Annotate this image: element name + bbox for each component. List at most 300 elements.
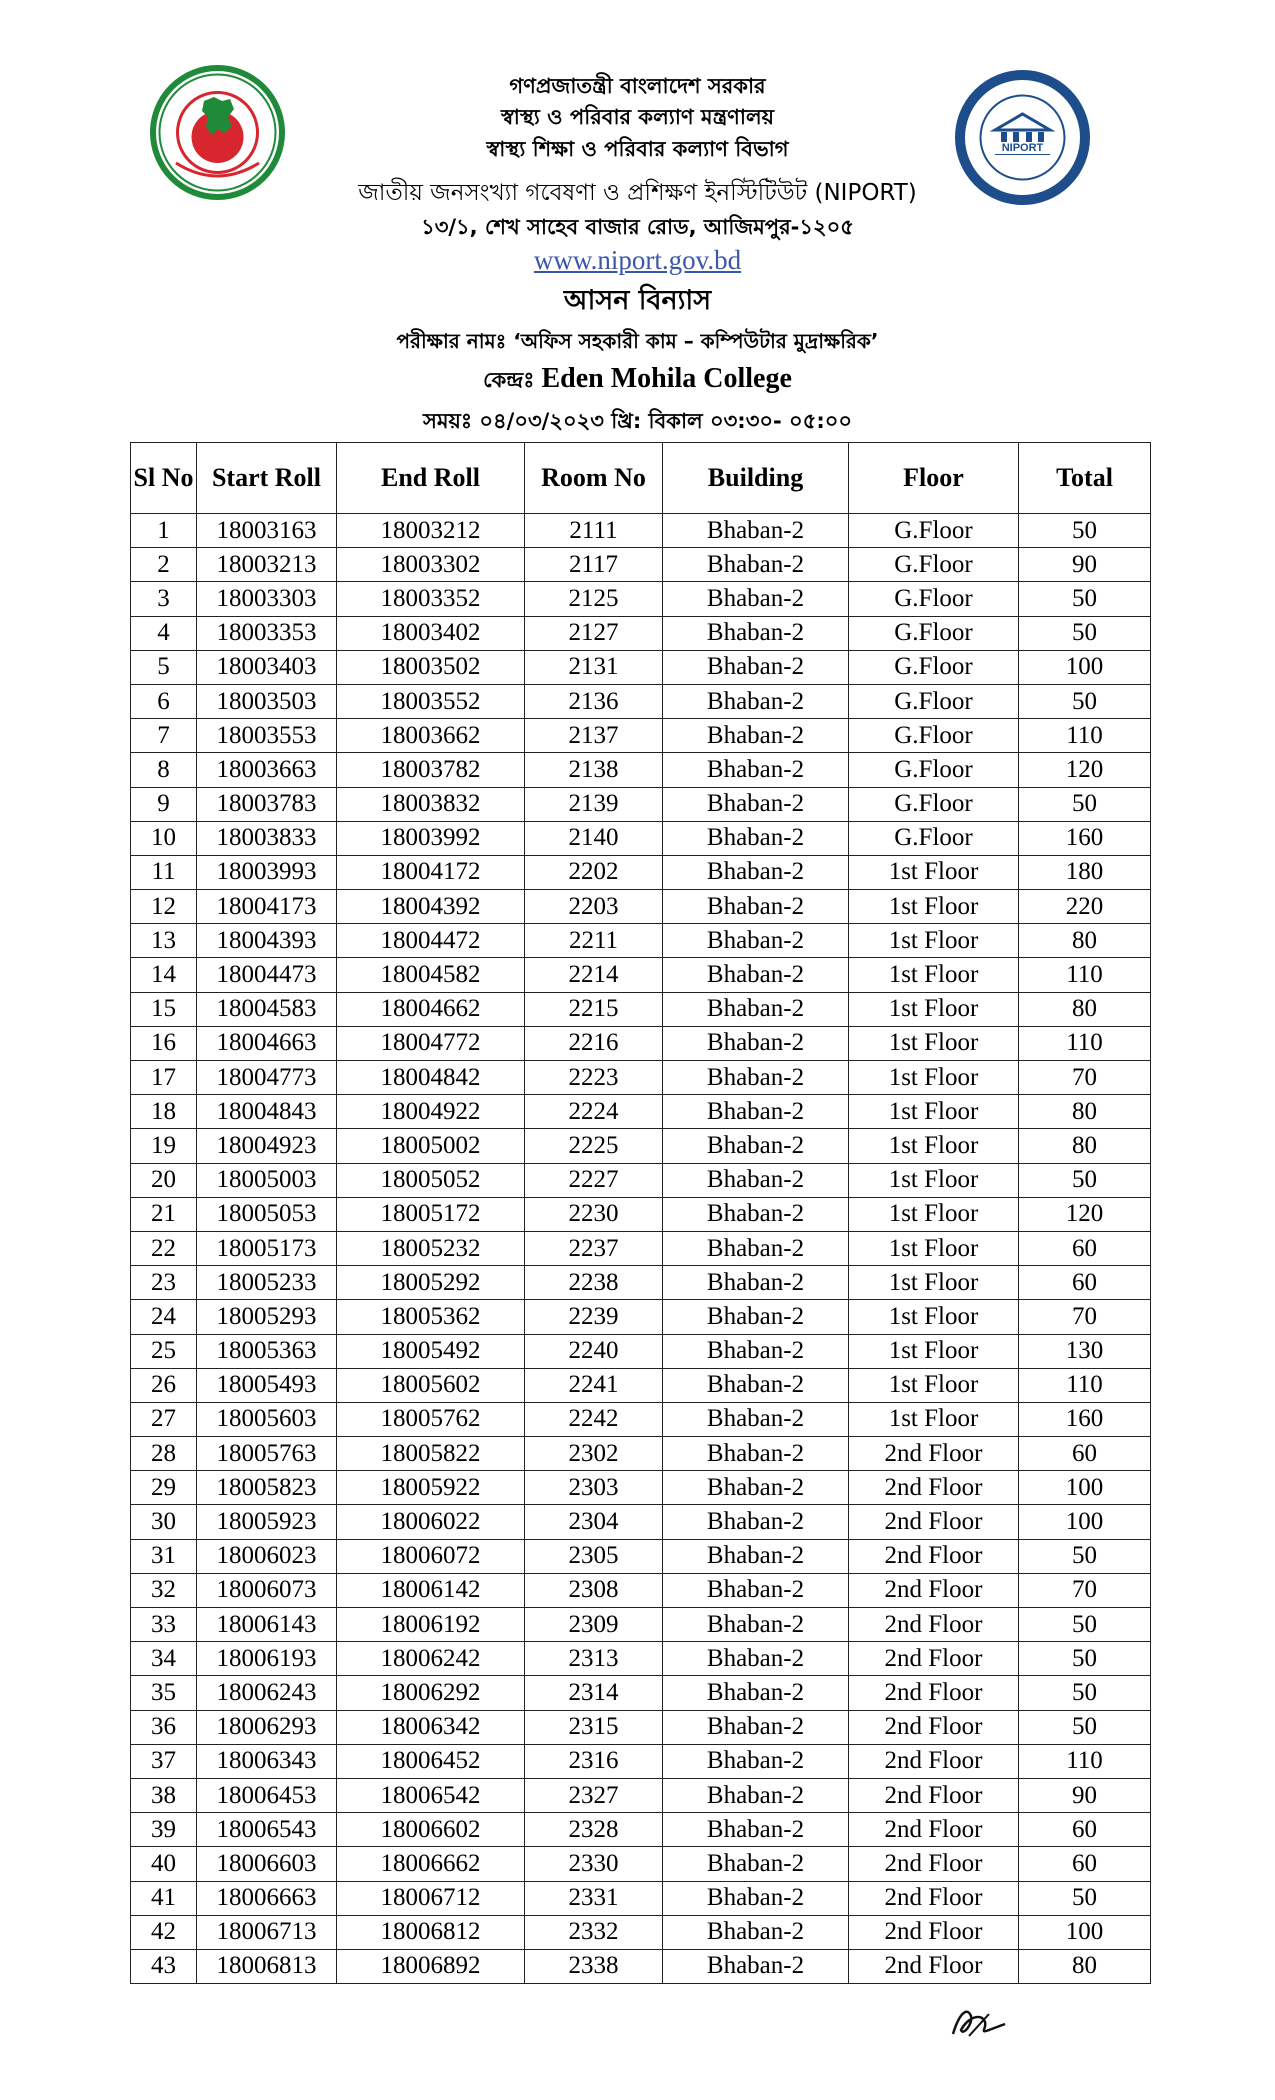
cell-room-no: 2328 [525,1813,663,1847]
table-row [131,1881,1151,1915]
cell-end-roll: 18003302 [337,548,525,582]
cell-end-roll: 18003782 [337,753,525,787]
cell-sl-no: 12 [131,890,197,924]
cell-floor: 2nd Floor [849,1813,1019,1847]
column-header-start-roll: Start Roll [197,443,337,514]
cell-start-roll: 18003353 [197,616,337,650]
cell-total: 110 [1019,1026,1151,1060]
cell-start-roll: 18003993 [197,855,337,889]
cell-building: Bhaban-2 [663,616,849,650]
cell-building: Bhaban-2 [663,1197,849,1231]
cell-sl-no: 19 [131,1129,197,1163]
cell-end-roll: 18005492 [337,1334,525,1368]
table-row [131,582,1151,616]
cell-building: Bhaban-2 [663,753,849,787]
cell-building: Bhaban-2 [663,1163,849,1197]
cell-sl-no: 16 [131,1026,197,1060]
cell-start-roll: 18004843 [197,1095,337,1129]
table-row [131,514,1151,548]
cell-floor: 2nd Floor [849,1505,1019,1539]
cell-sl-no: 28 [131,1437,197,1471]
cell-building: Bhaban-2 [663,1608,849,1642]
cell-floor: 1st Floor [849,992,1019,1026]
cell-sl-no: 18 [131,1095,197,1129]
cell-end-roll: 18004922 [337,1095,525,1129]
cell-building: Bhaban-2 [663,1129,849,1163]
cell-end-roll: 18006292 [337,1676,525,1710]
table-row [131,1676,1151,1710]
cell-end-roll: 18004392 [337,890,525,924]
cell-room-no: 2136 [525,684,663,718]
cell-floor: 1st Floor [849,1300,1019,1334]
cell-end-roll: 18006812 [337,1915,525,1949]
cell-end-roll: 18005822 [337,1437,525,1471]
niport-logo-text: NIPORT [995,142,1050,154]
website-link[interactable]: www.niport.gov.bd [533,245,742,275]
cell-end-roll: 18005002 [337,1129,525,1163]
cell-total: 50 [1019,514,1151,548]
cell-room-no: 2214 [525,958,663,992]
cell-total: 90 [1019,1778,1151,1812]
table-row [131,787,1151,821]
cell-room-no: 2241 [525,1368,663,1402]
cell-start-roll: 18004173 [197,890,337,924]
cell-end-roll: 18003212 [337,514,525,548]
cell-sl-no: 20 [131,1163,197,1197]
cell-start-roll: 18006663 [197,1881,337,1915]
cell-total: 220 [1019,890,1151,924]
cell-building: Bhaban-2 [663,514,849,548]
cell-room-no: 2330 [525,1847,663,1881]
cell-room-no: 2237 [525,1231,663,1265]
cell-room-no: 2313 [525,1642,663,1676]
cell-total: 50 [1019,1163,1151,1197]
cell-room-no: 2223 [525,1061,663,1095]
cell-building: Bhaban-2 [663,1368,849,1402]
cell-total: 180 [1019,855,1151,889]
cell-building: Bhaban-2 [663,1095,849,1129]
cell-start-roll: 18005293 [197,1300,337,1334]
cell-room-no: 2230 [525,1197,663,1231]
cell-start-roll: 18004923 [197,1129,337,1163]
cell-start-roll: 18006603 [197,1847,337,1881]
cell-floor: 1st Floor [849,1129,1019,1163]
cell-floor: 1st Floor [849,855,1019,889]
cell-end-roll: 18004772 [337,1026,525,1060]
cell-sl-no: 21 [131,1197,197,1231]
cell-end-roll: 18005602 [337,1368,525,1402]
cell-start-roll: 18003503 [197,684,337,718]
cell-sl-no: 40 [131,1847,197,1881]
table-row [131,1573,1151,1607]
cell-room-no: 2138 [525,753,663,787]
cell-room-no: 2203 [525,890,663,924]
cell-end-roll: 18003552 [337,684,525,718]
cell-start-roll: 18006023 [197,1539,337,1573]
signature [945,2000,1015,2045]
cell-total: 50 [1019,1676,1151,1710]
cell-total: 110 [1019,719,1151,753]
cell-building: Bhaban-2 [663,1471,849,1505]
table-row [131,821,1151,855]
cell-end-roll: 18003352 [337,582,525,616]
cell-total: 70 [1019,1300,1151,1334]
cell-room-no: 2238 [525,1266,663,1300]
cell-sl-no: 22 [131,1231,197,1265]
cell-sl-no: 10 [131,821,197,855]
column-header-total: Total [1019,443,1151,514]
cell-total: 110 [1019,1368,1151,1402]
cell-end-roll: 18006452 [337,1744,525,1778]
cell-end-roll: 18006072 [337,1539,525,1573]
cell-room-no: 2117 [525,548,663,582]
cell-building: Bhaban-2 [663,684,849,718]
cell-building: Bhaban-2 [663,855,849,889]
cell-end-roll: 18003992 [337,821,525,855]
cell-room-no: 2215 [525,992,663,1026]
cell-total: 50 [1019,1710,1151,1744]
cell-floor: 1st Floor [849,924,1019,958]
cell-end-roll: 18005292 [337,1266,525,1300]
table-row [131,719,1151,753]
cell-sl-no: 31 [131,1539,197,1573]
cell-sl-no: 2 [131,548,197,582]
cell-sl-no: 43 [131,1949,197,1983]
cell-total: 50 [1019,787,1151,821]
table-row [131,1642,1151,1676]
cell-start-roll: 18006713 [197,1915,337,1949]
exam-name-line: পরীক্ষার নামঃ ‘অফিস সহকারী কাম – কম্পিউটার মুদ্রাক্ষরিক’ [396,329,879,353]
cell-start-roll: 18003163 [197,514,337,548]
cell-floor: 1st Floor [849,1095,1019,1129]
cell-floor: 2nd Floor [849,1471,1019,1505]
cell-sl-no: 5 [131,650,197,684]
cell-sl-no: 30 [131,1505,197,1539]
table-row [131,855,1151,889]
cell-end-roll: 18003832 [337,787,525,821]
header-line-division: স্বাস্থ্য শিক্ষা ও পরিবার কল্যাণ বিভাগ [486,137,789,161]
cell-building: Bhaban-2 [663,719,849,753]
cell-room-no: 2240 [525,1334,663,1368]
seat-plan-rows [131,514,1151,1984]
table-row [131,890,1151,924]
cell-start-roll: 18005493 [197,1368,337,1402]
cell-sl-no: 17 [131,1061,197,1095]
cell-floor: 2nd Floor [849,1744,1019,1778]
header-line-institute: জাতীয় জনসংখ্যা গবেষণা ও প্রশিক্ষণ ইনস্টিটিউট (NIPORT) [358,180,917,206]
cell-room-no: 2202 [525,855,663,889]
cell-end-roll: 18005922 [337,1471,525,1505]
cell-start-roll: 18006543 [197,1813,337,1847]
cell-sl-no: 32 [131,1573,197,1607]
cell-building: Bhaban-2 [663,1334,849,1368]
cell-sl-no: 37 [131,1744,197,1778]
cell-building: Bhaban-2 [663,924,849,958]
cell-floor: G.Floor [849,719,1019,753]
cell-start-roll: 18004583 [197,992,337,1026]
table-row [131,1847,1151,1881]
cell-end-roll: 18003402 [337,616,525,650]
cell-building: Bhaban-2 [663,1847,849,1881]
cell-sl-no: 36 [131,1710,197,1744]
cell-sl-no: 24 [131,1300,197,1334]
cell-sl-no: 7 [131,719,197,753]
cell-floor: 1st Floor [849,1026,1019,1060]
cell-end-roll: 18006022 [337,1505,525,1539]
cell-floor: 1st Floor [849,1163,1019,1197]
cell-end-roll: 18003502 [337,650,525,684]
table-row [131,1539,1151,1573]
table-row [131,753,1151,787]
cell-floor: 2nd Floor [849,1539,1019,1573]
table-row [131,1471,1151,1505]
cell-sl-no: 33 [131,1608,197,1642]
cell-floor: 1st Floor [849,1197,1019,1231]
cell-room-no: 2314 [525,1676,663,1710]
cell-room-no: 2303 [525,1471,663,1505]
cell-building: Bhaban-2 [663,1505,849,1539]
cell-room-no: 2227 [525,1163,663,1197]
cell-building: Bhaban-2 [663,548,849,582]
cell-floor: G.Floor [849,514,1019,548]
header-line-ministry: স্বাস্থ্য ও পরিবার কল্যাণ মন্ত্রণালয় [501,105,774,129]
cell-total: 50 [1019,582,1151,616]
cell-end-roll: 18006542 [337,1778,525,1812]
cell-start-roll: 18005363 [197,1334,337,1368]
cell-total: 80 [1019,992,1151,1026]
cell-building: Bhaban-2 [663,1744,849,1778]
cell-floor: 2nd Floor [849,1847,1019,1881]
cell-total: 160 [1019,821,1151,855]
cell-building: Bhaban-2 [663,821,849,855]
cell-floor: G.Floor [849,582,1019,616]
cell-sl-no: 4 [131,616,197,650]
cell-floor: 2nd Floor [849,1710,1019,1744]
cell-sl-no: 3 [131,582,197,616]
cell-total: 80 [1019,1129,1151,1163]
cell-total: 160 [1019,1402,1151,1436]
cell-total: 120 [1019,1197,1151,1231]
cell-building: Bhaban-2 [663,1573,849,1607]
cell-room-no: 2127 [525,616,663,650]
cell-building: Bhaban-2 [663,890,849,924]
cell-floor: 2nd Floor [849,1881,1019,1915]
table-row [131,548,1151,582]
cell-start-roll: 18003553 [197,719,337,753]
column-header-end-roll: End Roll [337,443,525,514]
cell-total: 60 [1019,1813,1151,1847]
cell-sl-no: 26 [131,1368,197,1402]
cell-sl-no: 41 [131,1881,197,1915]
cell-total: 70 [1019,1573,1151,1607]
table-row [131,992,1151,1026]
cell-floor: 2nd Floor [849,1915,1019,1949]
cell-building: Bhaban-2 [663,582,849,616]
cell-total: 100 [1019,1915,1151,1949]
table-row [131,1744,1151,1778]
cell-floor: 2nd Floor [849,1608,1019,1642]
cell-floor: 1st Floor [849,890,1019,924]
cell-floor: 1st Floor [849,958,1019,992]
cell-floor: G.Floor [849,616,1019,650]
cell-sl-no: 29 [131,1471,197,1505]
cell-building: Bhaban-2 [663,1710,849,1744]
cell-total: 100 [1019,1505,1151,1539]
cell-total: 100 [1019,650,1151,684]
cell-start-roll: 18004473 [197,958,337,992]
cell-total: 60 [1019,1231,1151,1265]
cell-start-roll: 18003403 [197,650,337,684]
cell-end-roll: 18005762 [337,1402,525,1436]
cell-start-roll: 18005053 [197,1197,337,1231]
cell-start-roll: 18006073 [197,1573,337,1607]
cell-room-no: 2125 [525,582,663,616]
cell-start-roll: 18005173 [197,1231,337,1265]
table-row [131,684,1151,718]
cell-start-roll: 18005003 [197,1163,337,1197]
cell-sl-no: 13 [131,924,197,958]
table-row [131,1300,1151,1334]
cell-total: 60 [1019,1847,1151,1881]
cell-room-no: 2305 [525,1539,663,1573]
cell-total: 50 [1019,684,1151,718]
cell-end-roll: 18004172 [337,855,525,889]
cell-sl-no: 6 [131,684,197,718]
cell-building: Bhaban-2 [663,1402,849,1436]
cell-end-roll: 18005232 [337,1231,525,1265]
table-row [131,1949,1151,1983]
seat-plan-table [130,442,1151,1984]
table-row [131,1163,1151,1197]
cell-total: 80 [1019,1095,1151,1129]
table-row [131,1437,1151,1471]
cell-total: 50 [1019,1881,1151,1915]
cell-start-roll: 18005603 [197,1402,337,1436]
cell-room-no: 2111 [525,514,663,548]
cell-floor: G.Floor [849,753,1019,787]
cell-start-roll: 18003663 [197,753,337,787]
cell-floor: 2nd Floor [849,1778,1019,1812]
cell-total: 60 [1019,1266,1151,1300]
cell-building: Bhaban-2 [663,787,849,821]
cell-floor: 2nd Floor [849,1642,1019,1676]
cell-building: Bhaban-2 [663,1300,849,1334]
cell-floor: 2nd Floor [849,1573,1019,1607]
cell-sl-no: 9 [131,787,197,821]
cell-total: 50 [1019,1608,1151,1642]
cell-end-roll: 18006712 [337,1881,525,1915]
cell-floor: 2nd Floor [849,1437,1019,1471]
cell-floor: G.Floor [849,787,1019,821]
center-label: কেন্দ্রঃ [483,368,535,392]
cell-start-roll: 18005763 [197,1437,337,1471]
cell-sl-no: 38 [131,1778,197,1812]
table-row [131,1231,1151,1265]
cell-sl-no: 11 [131,855,197,889]
column-header-sl-no: Sl No [131,443,197,514]
cell-building: Bhaban-2 [663,650,849,684]
cell-room-no: 2224 [525,1095,663,1129]
table-row [131,958,1151,992]
cell-total: 110 [1019,1744,1151,1778]
table-row [131,1129,1151,1163]
column-header-floor: Floor [849,443,1019,514]
cell-floor: 2nd Floor [849,1676,1019,1710]
cell-start-roll: 18003783 [197,787,337,821]
table-row [131,1710,1151,1744]
cell-floor: 1st Floor [849,1266,1019,1300]
cell-total: 80 [1019,924,1151,958]
cell-end-roll: 18006892 [337,1949,525,1983]
cell-room-no: 2315 [525,1710,663,1744]
cell-room-no: 2140 [525,821,663,855]
cell-floor: G.Floor [849,650,1019,684]
cell-floor: 1st Floor [849,1334,1019,1368]
cell-end-roll: 18006142 [337,1573,525,1607]
cell-sl-no: 34 [131,1642,197,1676]
exam-time-line: সময়ঃ ০৪/০৩/২০২৩ খ্রি: বিকাল ০৩:৩০- ০৫:০০ [422,409,853,433]
table-row [131,1813,1151,1847]
cell-floor: 1st Floor [849,1368,1019,1402]
cell-start-roll: 18003833 [197,821,337,855]
cell-building: Bhaban-2 [663,1813,849,1847]
table-row [131,1915,1151,1949]
cell-end-roll: 18004842 [337,1061,525,1095]
cell-building: Bhaban-2 [663,1642,849,1676]
cell-room-no: 2309 [525,1608,663,1642]
cell-room-no: 2316 [525,1744,663,1778]
cell-floor: G.Floor [849,548,1019,582]
cell-sl-no: 1 [131,514,197,548]
table-row [131,1608,1151,1642]
table-row [131,1061,1151,1095]
page-title: আসন বিন্যাস [563,285,712,316]
table-row [131,1266,1151,1300]
table-row [131,1778,1151,1812]
table-row [131,616,1151,650]
cell-room-no: 2216 [525,1026,663,1060]
cell-total: 50 [1019,1642,1151,1676]
signature-icon [945,2000,1015,2045]
cell-end-roll: 18006192 [337,1608,525,1642]
table-row [131,1334,1151,1368]
cell-floor: 1st Floor [849,1061,1019,1095]
cell-sl-no: 39 [131,1813,197,1847]
table-row [131,650,1151,684]
cell-end-roll: 18006242 [337,1642,525,1676]
cell-end-roll: 18005172 [337,1197,525,1231]
cell-room-no: 2211 [525,924,663,958]
cell-start-roll: 18005823 [197,1471,337,1505]
cell-floor: 1st Floor [849,1402,1019,1436]
cell-room-no: 2327 [525,1778,663,1812]
cell-room-no: 2302 [525,1437,663,1471]
cell-end-roll: 18005362 [337,1300,525,1334]
cell-start-roll: 18005233 [197,1266,337,1300]
table-row [131,1505,1151,1539]
center-name: Eden Mohila College [541,363,792,394]
cell-total: 120 [1019,753,1151,787]
table-row [131,1197,1151,1231]
cell-start-roll: 18003303 [197,582,337,616]
cell-end-roll: 18004662 [337,992,525,1026]
cell-building: Bhaban-2 [663,958,849,992]
cell-start-roll: 18006813 [197,1949,337,1983]
cell-room-no: 2331 [525,1881,663,1915]
cell-room-no: 2239 [525,1300,663,1334]
cell-end-roll: 18006602 [337,1813,525,1847]
cell-sl-no: 8 [131,753,197,787]
